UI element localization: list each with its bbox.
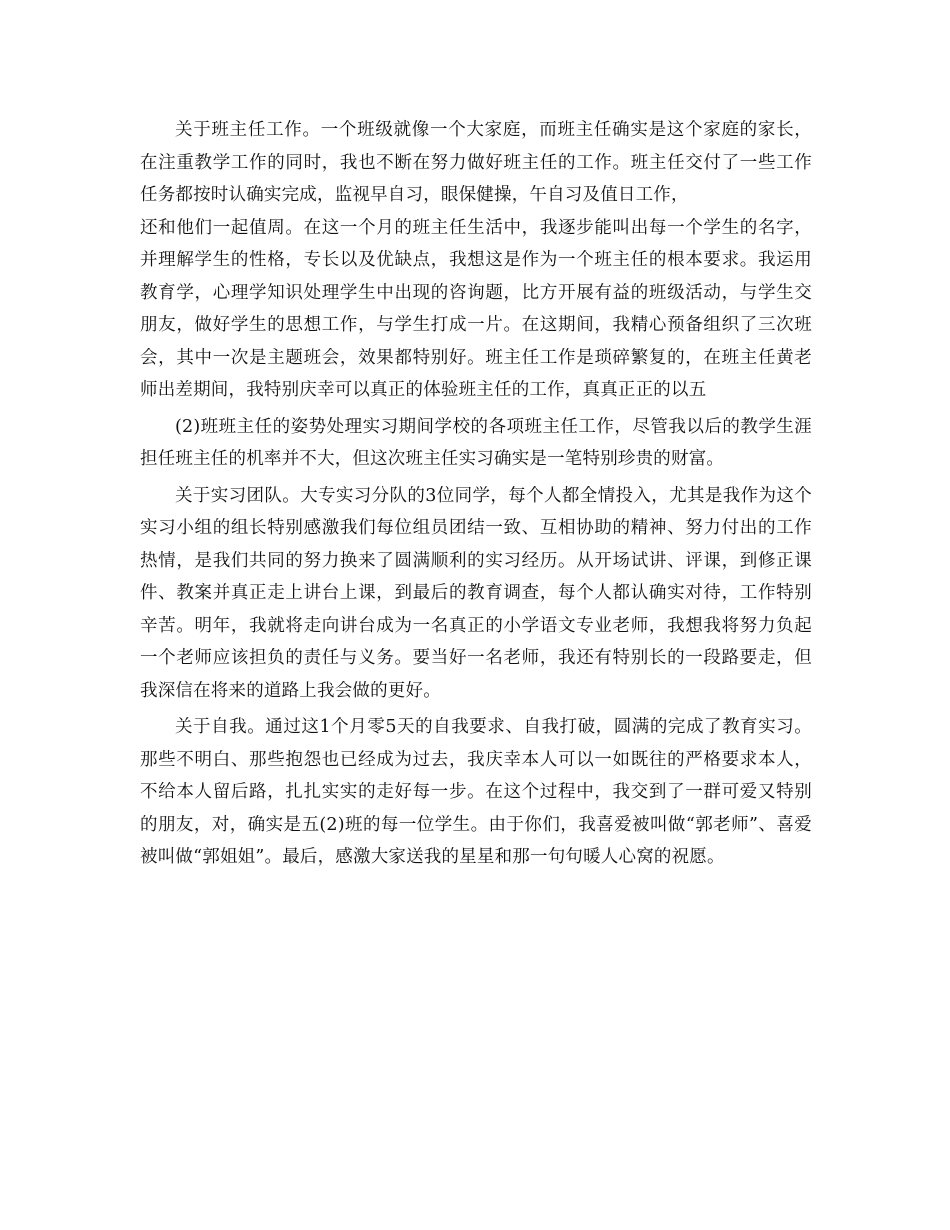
paragraph-self-reflection: 关于自我。通过这1个月零5天的自我要求、自我打破，圆满的完成了教育实习。那些不明白、那些抱怨也已经成为过去，我庆幸本人可以一如既往的严格要求本人，不给本人留后路，扎扎实实的走好每一步。在这个过程中，我交到了一群可爱又特别的朋友，对，确实是五(2)班的每一位学生。由于你们，我喜爱被叫做“郭老师”、喜爱被叫做“郭姐姐”。最后，感激大家送我的星星和那一句句暖人心窝的祝愿。 bbox=[140, 717, 812, 867]
paragraph-class-teacher-role: (2)班班主任的姿势处理实习期间学校的各项班主任工作，尽管我以后的教学生涯担任班主任的机率并不大，但这次班主任实习确实是一笔特别珍贵的财富。 bbox=[140, 416, 812, 469]
document-page bbox=[140, 114, 812, 874]
paragraph-class-teacher-work: 关于班主任工作。一个班级就像一个大家庭，而班主任确实是这个家庭的家长，在注重教学工作的同时，我也不断在努力做好班主任的工作。班主任交付了一些工作任务都按时认确实完成，监视早自习，眼保健操，午自习及值日工作， 还和他们一起值周。在这一个月的班主任生活中，我逐步能叫出每一个学生的名字，并理解学生的性格，专长以及优缺点，我想这是作为一个班主任的根本要求。我运用教育学，心理学知识处理学生中出现的咨询题，比方开展有益的班级活动，与学生交朋友，做好学生的思想工作，与学生打成一片。在这期间，我精心预备组织了三次班会，其中一次是主题班会，效果都特别好。班主任工作是琐碎繁复的，在班主任黄老师出差期间，我特别庆幸可以真正的体验班主任的工作，真真正正的以五 bbox=[140, 120, 812, 400]
paragraph-internship-team: 关于实习团队。大专实习分队的3位同学，每个人都全情投入，尤其是我作为这个实习小组的组长特别感激我们每位组员团结一致、互相协助的精神、努力付出的工作热情，是我们共同的努力换来了圆满顺利的实习经历。从开场试讲、评课，到修正课件、教案并真正走上讲台上课，到最后的教育调查，每个人都认确实对待，工作特别辛苦。明年，我就将走向讲台成为一名真正的小学语文专业老师，我想我将努力负起一个老师应该担负的责任与义务。要当好一名老师，我还有特别长的一段路要走，但我深信在将来的道路上我会做的更好。 bbox=[140, 485, 812, 701]
